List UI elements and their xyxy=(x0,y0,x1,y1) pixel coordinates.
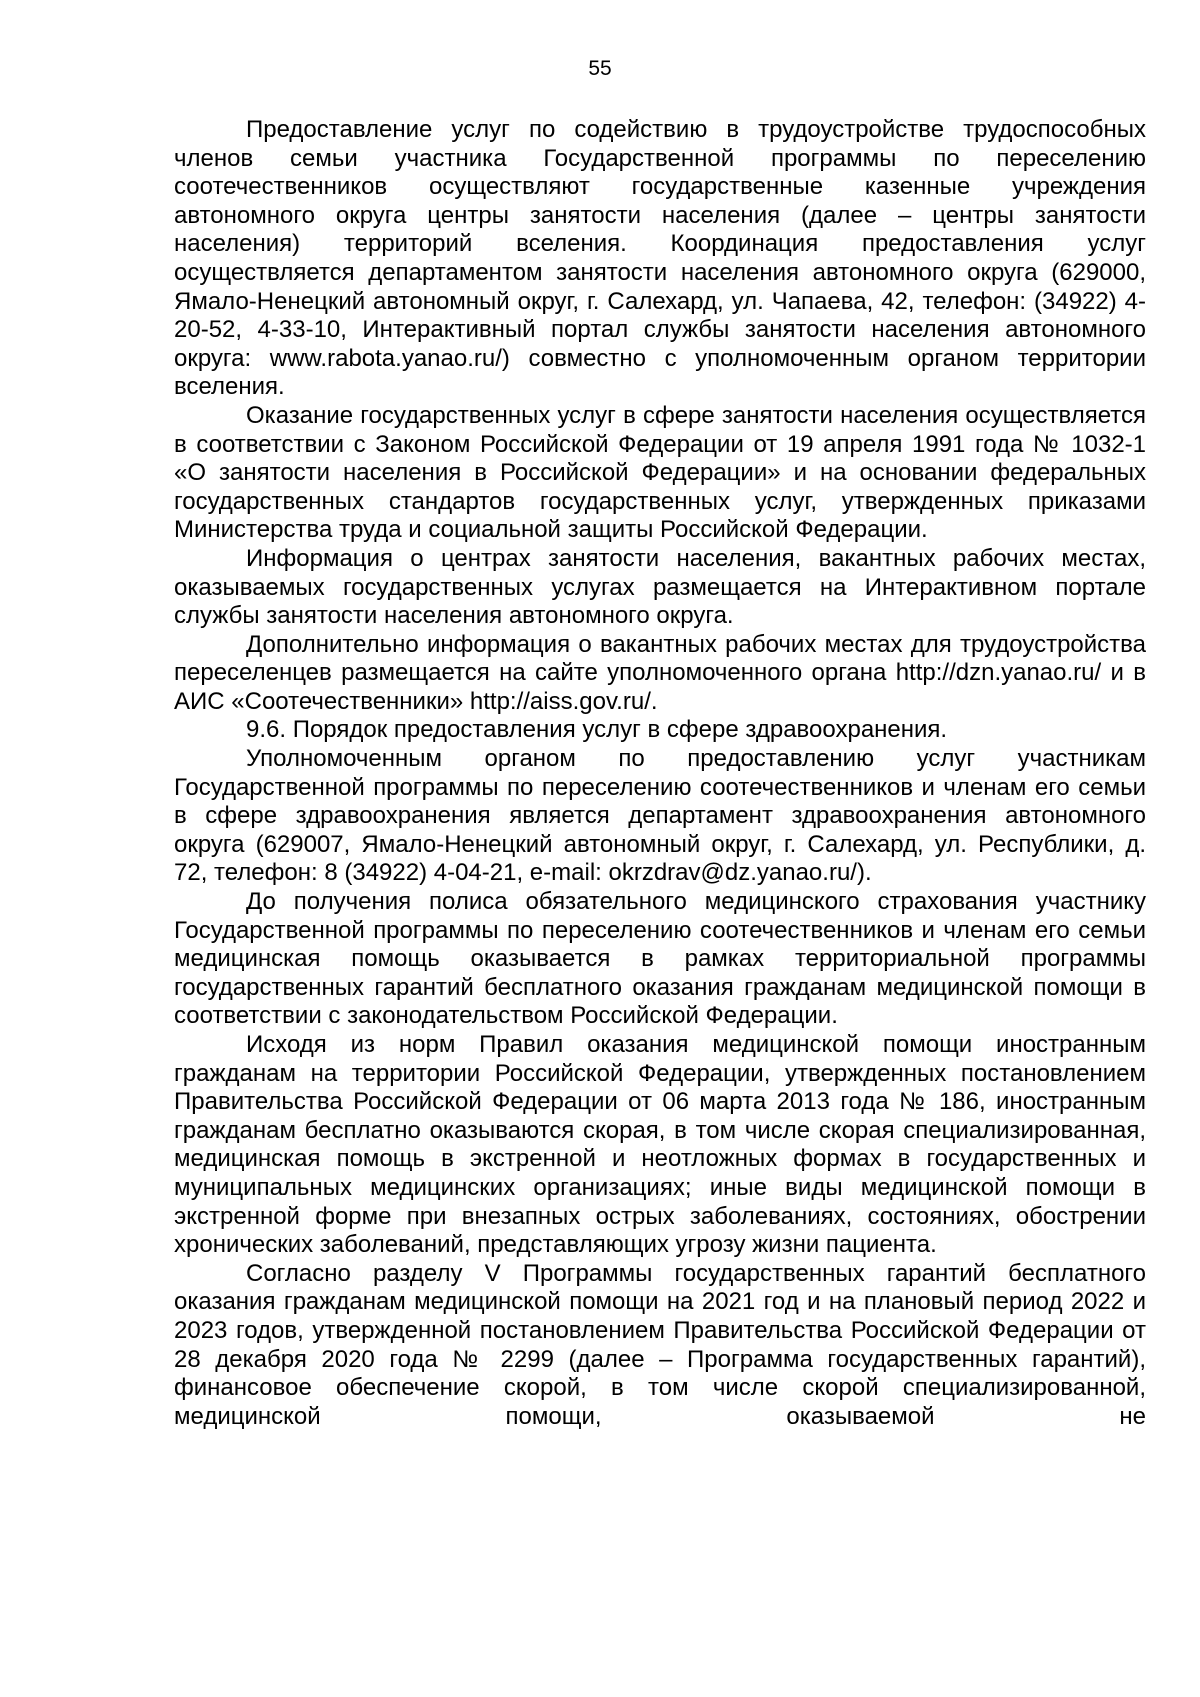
paragraph-vacancies-info: Дополнительно информация о вакантных рабочих местах для трудоустройства переселенцев размещается на сайте уполномоченного органа http://dzn.yanao.ru/ и в АИС «Соотечественники» http://aiss.gov.ru/. xyxy=(174,630,1146,715)
page-number: 55 xyxy=(588,57,612,80)
page-body xyxy=(174,116,1146,1431)
section-heading-healthcare: 9.6. Порядок предоставления услуг в сфере здравоохранения. xyxy=(246,716,948,744)
paragraph-state-guarantees-program: Согласно разделу V Программы государственных гарантий бесплатного оказания гражданам медицинской помощи на 2021 год и на плановый период 2022 и 2023 годов, утвержденной постановлением Правительства Российской Федерации от 28 декабря 2020 года № 2299 (далее – Программа государственных гарантий), финансовое обеспечение скорой, в том числе скорой специализированной, медицинской помощи, оказываемой не xyxy=(174,1259,1146,1430)
paragraph-healthcare-authority: Уполномоченным органом по предоставлению услуг участникам Государственной программы по переселению соотечественников и членам его семьи в сфере здравоохранения является департамент здравоохранения автономного округа (629007, Ямало-Ненецкий автономный округ, г. Салехард, ул. Республики, д. 72, телефон: 8 (34922) 4-04-21, e-mail: okrzdrav@dz.yanao.ru/). xyxy=(174,745,1146,887)
paragraph-medical-insurance: До получения полиса обязательного медицинского страхования участнику Государственной программы по переселению соотечественников и членам его семьи медицинская помощь оказывается в рамках территориальной программы государственных гарантий бесплатного оказания гражданам медицинской помощи в соответствии с законодательством Российской Федерации. xyxy=(174,888,1146,1030)
paragraph-employment-legal-basis: Оказание государственных услуг в сфере занятости населения осуществляется в соответствии с Законом Российской Федерации от 19 апреля 1991 года № 1032-1 «О занятости населения в Российской Федерации» и на основании федеральных государственных стандартов государственных услуг, утвержденных приказами Министерства труда и социальной защиты Российской Федерации. xyxy=(174,401,1146,544)
paragraph-foreign-citizens-care: Исходя из норм Правил оказания медицинской помощи иностранным гражданам на территории Российской Федерации, утвержденных постановлением Правительства Российской Федерации от 06 марта 2013 года № 186, иностранным гражданам бесплатно оказываются скорая, в том числе скорая специализированная, медицинская помощь в экстренной и неотложных формах в государственных и муниципальных медицинских организациях; иные виды медицинской помощи в экстренной форме при внезапных острых заболеваниях, состояниях, обострении хронических заболеваний, представляющих угрозу жизни пациента. xyxy=(174,1031,1146,1259)
paragraph-employment-info-portal: Информация о центрах занятости населения, вакантных рабочих местах, оказываемых государственных услугах размещается на Интерактивном портале службы занятости населения автономного округа. xyxy=(174,544,1146,630)
paragraph-employment-services: Предоставление услуг по содействию в трудоустройстве трудоспособных членов семьи участника Государственной программы по переселению соотечественников осуществляют государственные казенные учреждения автономного округа центры занятости населения (далее – центры занятости населения) территорий вселения. Координация предоставления услуг осуществляется департаментом занятости населения автономного округа (629000, Ямало-Ненецкий автономный округ, г. Салехард, ул. Чапаева, 42, телефон: (34922) 4-20-52, 4-33-10, Интерактивный портал службы занятости населения автономного округа: www.rabota.yanao.ru/) совместно с уполномоченным органом территории вселения. xyxy=(174,116,1146,401)
